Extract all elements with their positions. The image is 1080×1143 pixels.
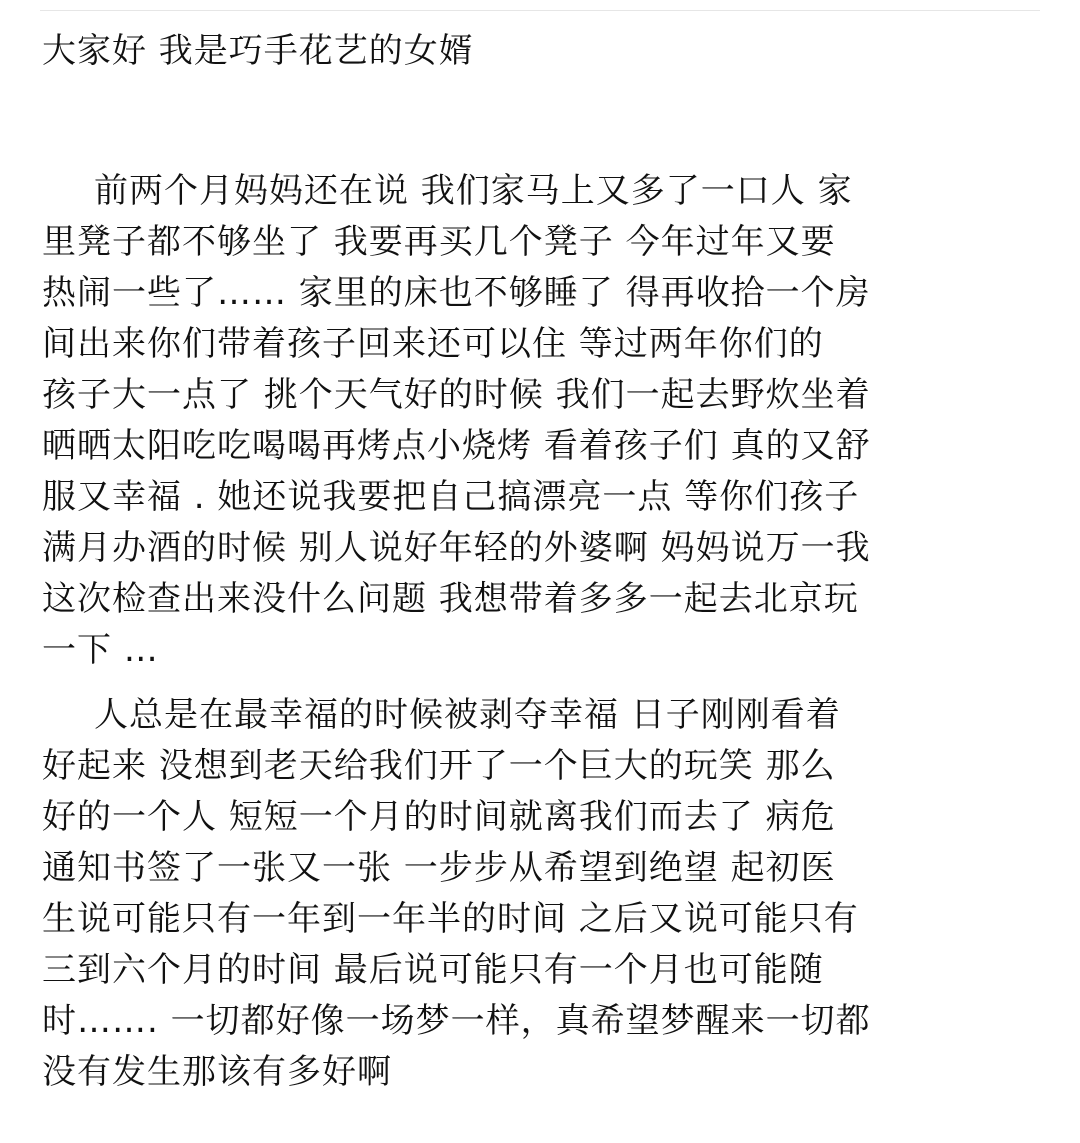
paragraph-2-line: 生说可能只有一年到一年半的时间 之后又说可能只有 (42, 899, 859, 939)
paragraph-2-line: 好起来 没想到老天给我们开了一个巨大的玩笑 那么 (42, 746, 836, 786)
paragraph-2-line: 时……. 一切都好像一场梦一样，真希望梦醒来一切都 (42, 1001, 871, 1041)
paragraph-2-line: 没有发生那该有多好啊 (42, 1052, 392, 1092)
paragraph-1-line: 前两个月妈妈还在说 我们家马上又多了一口人 家 (94, 171, 853, 211)
paragraph-1-line: 晒晒太阳吃吃喝喝再烤点小烧烤 看着孩子们 真的又舒 (42, 426, 871, 466)
paragraph-1-line: 热闹一些了…… 家里的床也不够睡了 得再收拾一个房 (42, 273, 871, 313)
paragraph-1-line: 服又幸福 . 她还说我要把自己搞漂亮一点 等你们孩子 (42, 477, 860, 517)
paragraph-1-line: 一下 … (42, 630, 159, 670)
paragraph-1-line: 孩子大一点了 挑个天气好的时候 我们一起去野炊坐着 (42, 375, 871, 415)
paragraph-2-line: 通知书签了一张又一张 一步步从希望到绝望 起初医 (42, 848, 836, 888)
post-heading: 大家好 我是巧手花艺的女婿 (42, 31, 474, 71)
paragraph-2-line: 好的一个人 短短一个月的时间就离我们而去了 病危 (42, 797, 836, 837)
paragraph-1-line: 里凳子都不够坐了 我要再买几个凳子 今年过年又要 (42, 222, 836, 262)
paragraph-2-line: 人总是在最幸福的时候被剥夺幸福 日子刚刚看着 (94, 695, 841, 735)
paragraph-1-line: 间出来你们带着孩子回来还可以住 等过两年你们的 (42, 324, 824, 364)
paragraph-1-line: 这次检查出来没什么问题 我想带着多多一起去北京玩 (42, 579, 859, 619)
top-divider (40, 10, 1040, 11)
paragraph-1-line: 满月办酒的时候 别人说好年轻的外婆啊 妈妈说万一我 (42, 528, 871, 568)
paragraph-2 (42, 690, 1042, 1098)
paragraph-2-line: 三到六个月的时间 最后说可能只有一个月也可能随 (42, 950, 824, 990)
paragraph-1 (42, 166, 1042, 676)
